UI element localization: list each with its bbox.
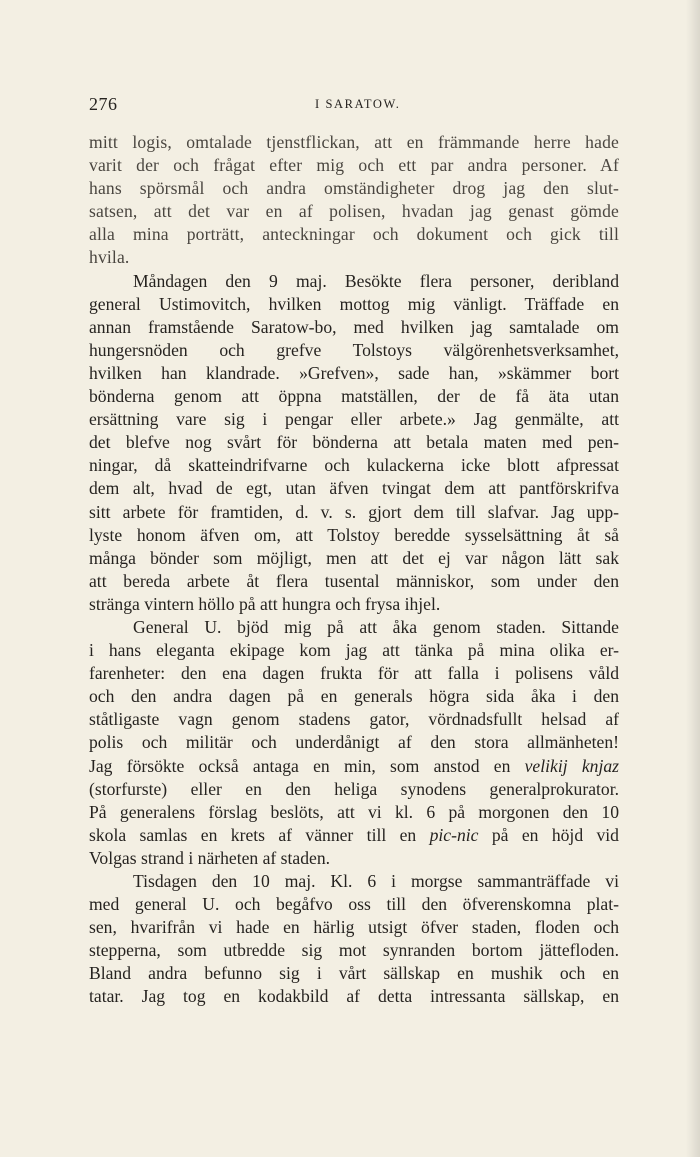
text-line: med general U. och begåfvo oss till den öfverenskomna plat- — [89, 894, 619, 915]
text-line: satsen, att det var en af polisen, hvadan jag genast gömde — [89, 201, 619, 222]
text-line: i hans eleganta ekipage kom jag att tänka på mina olika er- — [89, 640, 619, 661]
text-line: På generalens förslag beslöts, att vi kl. 6 på morgonen den 10 — [89, 801, 619, 822]
text-line: stepperna, som utbredde sig mot synranden bortom jättefloden. — [89, 940, 619, 961]
text-line: polis och militär och underdånigt af den stora allmänheten! — [89, 732, 619, 753]
text-line: ståtligaste vagn genom stadens gator, vördnadsfullt helsad af — [89, 709, 619, 730]
text-line: ningar, då skatteindrifvarne och kulackerna icke blott afpressat — [89, 455, 619, 476]
page-number: 276 — [89, 94, 118, 114]
line-text-segment: på en höjd vid — [478, 824, 619, 845]
text-line: general Ustimovitch, hvilken mottog mig vänligt. Träffade en — [89, 293, 619, 314]
paragraph — [89, 270, 619, 616]
italic-phrase: velikij knjaz — [524, 755, 619, 776]
text-line: att bereda arbete åt flera tusental människor, som under den — [89, 570, 619, 591]
text-line: alla mina porträtt, anteckningar och dokument och gick till — [89, 224, 619, 245]
text-line: hvilken han klandrade. »Grefven», sade han, »skämmer bort — [89, 362, 619, 383]
text-line: Volgas strand i närheten af staden. — [89, 847, 331, 868]
text-line: hungersnöden och grefve Tolstoys välgörenhetsverksamhet, — [89, 339, 619, 360]
text-line: tatar. Jag tog en kodakbild af detta intressanta sällskap, en — [89, 986, 619, 1007]
text-line: Bland andra befunno sig i vårt sällskap en mushik och en — [89, 963, 619, 984]
text-line: hans spörsmål och andra omständigheter drog jag den slut- — [89, 178, 619, 199]
text-line: sen, hvarifrån vi hade en härlig utsigt öfver staden, floden och — [89, 917, 619, 938]
text-line: och den andra dagen på en generals högra sida åka i den — [89, 686, 619, 707]
text-line: Måndagen den 9 maj. Besökte flera personer, deribland — [133, 270, 619, 291]
line-text-segment: skola samlas en krets af vänner till en — [89, 824, 430, 845]
text-line: Tisdagen den 10 maj. Kl. 6 i morgse sammanträffade vi — [133, 871, 619, 891]
text-line — [89, 755, 619, 778]
line-text-segment: Jag försökte också antaga en min, som anstod en — [89, 755, 525, 776]
text-line: mitt logis, omtalade tjenstflickan, att en främmande herre hade — [89, 132, 619, 152]
text-line: dem alt, hvad de egt, utan äfven tvingat dem att pantförskrifva — [89, 478, 619, 499]
page-header — [89, 94, 619, 118]
text-line — [89, 824, 619, 847]
paragraph — [89, 131, 619, 270]
text-line: ersättning vare sig i pengar eller arbete.» Jag genmälte, att — [89, 409, 619, 430]
text-line: annan framstående Saratow-bo, med hvilken jag samtalade om — [89, 316, 619, 337]
text-line: (storfurste) eller en den heliga synodens generalprokurator. — [89, 778, 619, 799]
text-line: General U. bjöd mig på att åka genom staden. Sittande — [133, 616, 619, 637]
text-line: det blefve nog svårt för bönderna att betala maten med pen- — [89, 432, 619, 453]
paragraph — [89, 616, 619, 870]
text-line: stränga vintern höllo på att hungra och frysa ihjel. — [89, 593, 441, 614]
text-line: lyste honom äfven om, att Tolstoy beredde sysselsättning åt så — [89, 524, 619, 545]
text-line: sitt arbete för framtiden, d. v. s. gjort dem till slafvar. Jag upp- — [89, 501, 619, 522]
running-head: I SARATOW. — [315, 97, 401, 111]
body-text — [89, 131, 619, 1009]
paragraph — [89, 870, 619, 1009]
text-line: bönderna genom att öppna matställen, der de få äta utan — [89, 386, 619, 407]
spine-shadow — [686, 0, 700, 1157]
text-line: många bönder som möjligt, men att det ej var någon lätt sak — [89, 547, 619, 568]
italic-phrase: pic-nic — [429, 824, 479, 845]
text-line: farenheter: den ena dagen frukta för att falla i polisens våld — [89, 663, 619, 684]
text-line: hvila. — [89, 247, 130, 268]
text-line: varit der och frågat efter mig och ett par andra personer. Af — [89, 155, 619, 176]
